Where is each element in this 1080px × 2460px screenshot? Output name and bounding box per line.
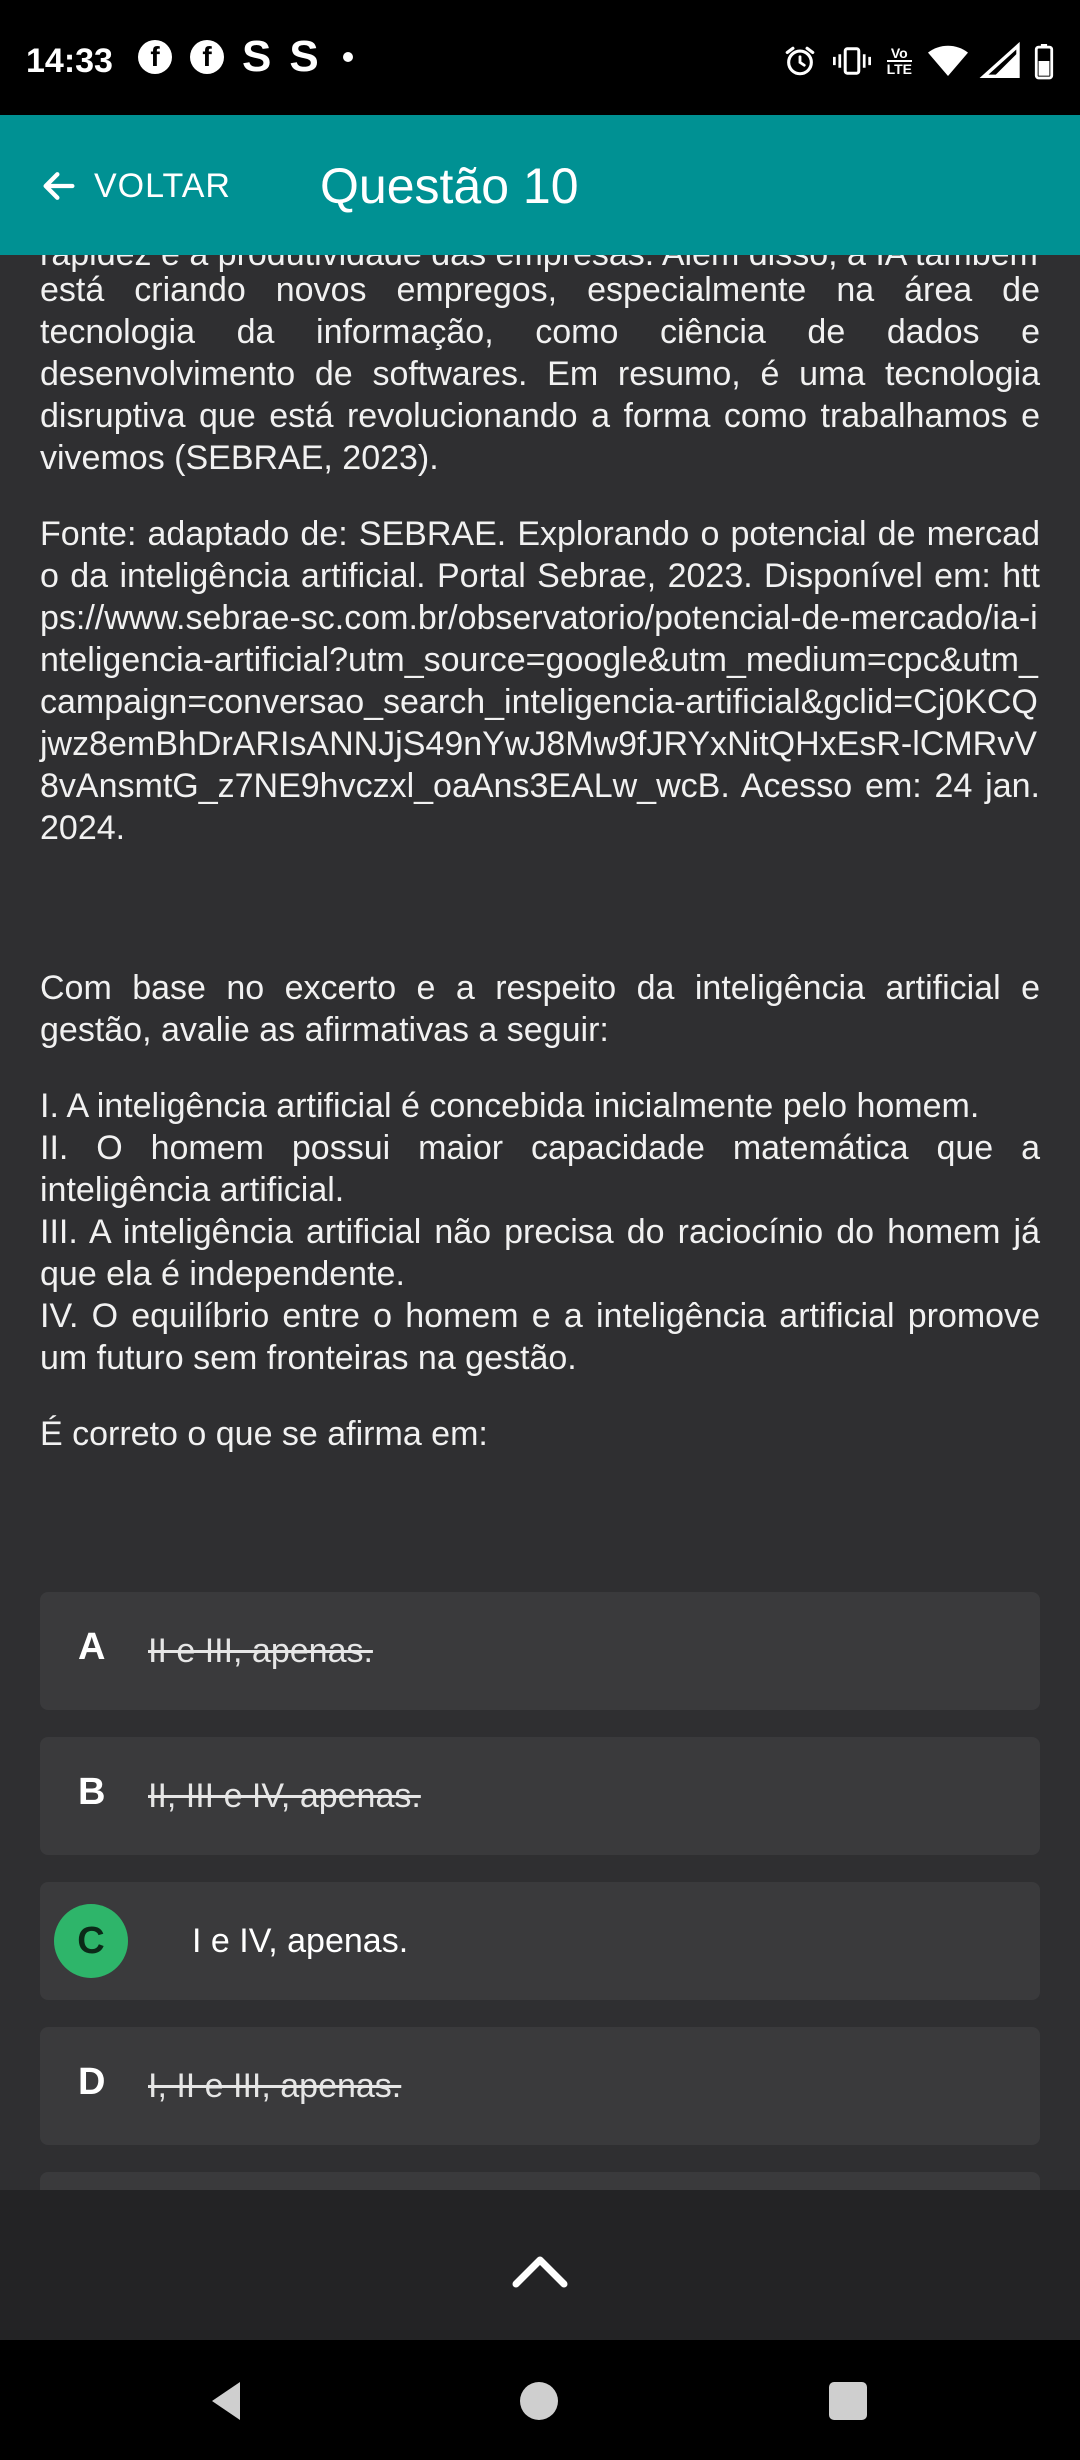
back-triangle-icon[interactable] <box>208 2380 244 2422</box>
page-title: Questão 10 <box>320 158 579 214</box>
option-letter: D <box>78 2061 106 2103</box>
app-bar <box>0 115 1080 255</box>
back-button[interactable] <box>36 159 231 213</box>
option-text: I e IV, apenas. <box>192 1922 409 1960</box>
option-letter: A <box>78 1626 106 1668</box>
statement-item: IV. O equilíbrio entre o homem e a inteligência artificial promove um futuro sem fronteiras na gestão. <box>40 1297 1040 1377</box>
alarm-icon <box>783 44 817 78</box>
signal-icon <box>984 45 1018 77</box>
system-icons <box>783 44 1054 78</box>
s-app-icon: S <box>289 32 319 81</box>
statements-list <box>40 1085 1040 1379</box>
notification-icons <box>138 32 353 81</box>
battery-icon <box>1034 44 1054 78</box>
source-text: Fonte: adaptado de: SEBRAE. Explorando o potencial de mercado da inteligência artificial. Portal Sebrae, 2023. Disponível em: https://www.sebrae-sc.com.br/observatorio/potencial-de-mercado/ia-inteligencia-artificial?utm_source=google&utm_medium=cpc&utm_campaign=conversao_search_inteligencia-artificial&gclid=Cj0KCQjwz8emBhDrARIsANNJjS49nYwJ8Mw9fJRYxNitQHxEsR-lCMRvV8vAnsmtG_z7NE9hvczxl_oaAns3EALw_wcB. Acesso em: 24 jan. 2024. <box>40 515 1040 847</box>
source-paragraph <box>40 513 1040 849</box>
status-time: 14:33 <box>26 42 113 80</box>
option-a[interactable] <box>40 1592 1040 1710</box>
status-bar <box>0 0 1080 115</box>
prompt-text: Com base no excerto e a respeito da inteligência artificial e gestão, avalie as afirmativas a seguir: <box>40 969 1040 1049</box>
option-c[interactable] <box>40 1882 1040 2000</box>
arrow-left-icon <box>36 166 82 206</box>
option-letter: B <box>78 1771 106 1813</box>
bottom-panel <box>0 2190 1080 2340</box>
navigation-bar <box>0 2340 1080 2460</box>
back-label: VOLTAR <box>94 166 231 205</box>
option-text: II e III, apenas. <box>148 1632 373 1670</box>
notification-dot-icon <box>343 52 353 62</box>
volte-top-label: Vo <box>890 45 908 61</box>
question-paragraph <box>40 1413 1040 1455</box>
excerpt-paragraph <box>40 269 1040 479</box>
option-d[interactable] <box>40 2027 1040 2145</box>
statement-item: I. A inteligência artificial é concebida inicialmente pelo homem. <box>40 1087 980 1125</box>
option-text: II, III e IV, apenas. <box>148 1777 421 1815</box>
option-b[interactable] <box>40 1737 1040 1855</box>
volte-bottom-label: LTE <box>886 61 912 77</box>
statement-item: II. O homem possui maior capacidade matemática que a inteligência artificial. <box>40 1129 1040 1209</box>
question-text: É correto o que se afirma em: <box>40 1415 488 1453</box>
home-circle-icon[interactable] <box>520 2382 558 2420</box>
chevron-up-icon[interactable] <box>510 2250 570 2290</box>
vibrate-icon <box>833 44 871 78</box>
s-app-icon: S <box>242 32 272 81</box>
selected-badge: C <box>54 1904 128 1978</box>
prompt-paragraph <box>40 967 1040 1051</box>
facebook-icon: f <box>138 40 172 74</box>
volte-icon <box>887 46 912 76</box>
option-text: I, II e III, apenas. <box>148 2067 402 2105</box>
recents-square-icon[interactable] <box>829 2382 867 2420</box>
excerpt-text: está criando novos empregos, especialmente na área de tecnologia da informação, como ciência de dados e desenvolvimento de softwares. Em resumo, é uma tecnologia disruptiva que está revolucionando a forma como trabalhamos e vivemos (SEBRAE, 2023). <box>40 271 1040 477</box>
facebook-icon: f <box>190 40 224 74</box>
question-content[interactable] <box>40 255 1040 2190</box>
statement-item: III. A inteligência artificial não precisa do raciocínio do homem já que ela é independente. <box>40 1213 1040 1293</box>
wifi-icon <box>928 45 968 77</box>
